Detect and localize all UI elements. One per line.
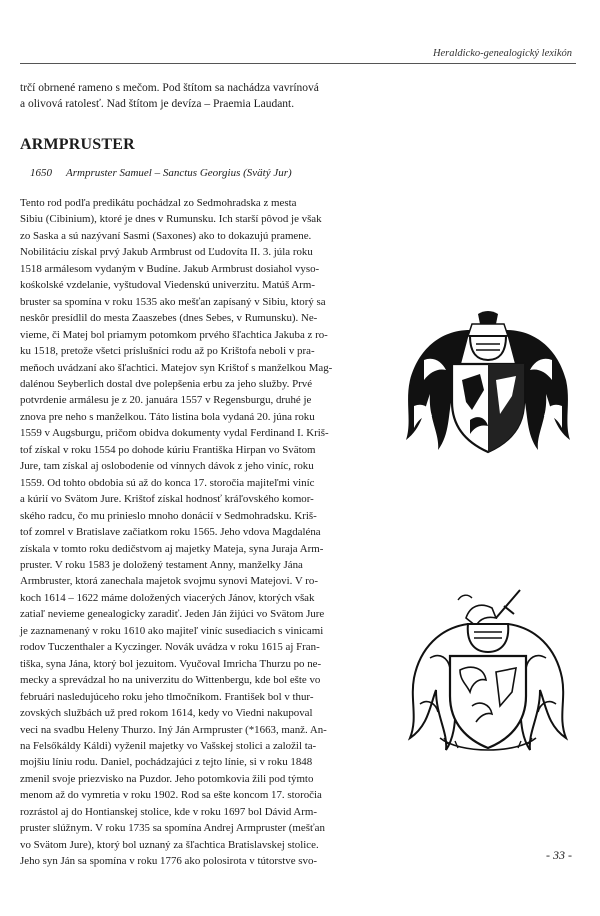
body-line: mecky a sprevádzal ho na univerzitu do Wittenbergu, kde bol ešte vo	[20, 674, 321, 687]
body-line: 1559. Od tohto obdobia sú až do konca 17. storočia majiteľmi viníc	[20, 476, 315, 489]
body-line: Sibiu (Cibinium), ktoré je dnes v Rumunsku. Ich starší pôvod je však	[20, 213, 322, 226]
body-line: zo Saska a sú nazývaní Sasmi (Saxones) ako to dokazujú pramene.	[20, 229, 312, 242]
body-line: 1518 armálesom vydaným v Budíne. Jakub Armbrust dosiahol vyso-	[20, 262, 320, 275]
intro-paragraph	[20, 80, 380, 113]
body-line: rozrástol aj do Hontianskej stolice, kde v roku 1697 bol Dávid Arm-	[20, 805, 318, 818]
body-line: znova pre neho s manželkou. Táto listina bola vydaná 20. júna roku	[20, 410, 315, 423]
body-line: kośkolské vzdelanie, vyštudoval Viedenskú univerzitu. Matúš Arm-	[20, 279, 315, 292]
body-line: mojšiu líniu rodu. Daniel, pochádzajúci z tejto línie, si v roku 1848	[20, 756, 313, 769]
body-line: menom až do vymretia v roku 1902. Rod sa ešte koncom 17. storočia	[20, 789, 322, 802]
entry-body	[20, 195, 380, 870]
body-line: potvrdenie armálesu je z 20. januára 1557 v Regensburgu, druhé je	[20, 394, 312, 407]
body-line: Nobilitáciu získal prvý Jakub Armbrust od Ľudovíta II. 3. júla roku	[20, 246, 313, 259]
body-line: a kúrií vo Svätom Jure. Krištof získal hodnosť kráľovského komor-	[20, 493, 314, 506]
body-line: Armbruster, ktorá zanechala majetok svojmu synovi Matejovi. V ro-	[20, 575, 318, 588]
body-line: pruster slúžnym. V roku 1735 sa spomína Andrej Armpruster (mešťan	[20, 822, 325, 835]
body-line: zovských službách už pred rokom 1614, kedy vo Viedni nakupoval	[20, 707, 313, 720]
body-line: vieme, či Matej bol priamym potomkom prvého šľachtica Jakuba z ro-	[20, 328, 328, 341]
body-line: februári nasledujúceho roku jeho tlmočníkom. František bol v thur-	[20, 690, 314, 703]
coat-of-arms-1	[400, 310, 576, 460]
entry-subtitle	[30, 167, 292, 179]
body-line: ku 1518, pretože všetci príslušníci rodu až po Krištofa neboli v pra-	[20, 345, 315, 358]
body-line: zmenil svoje priezvisko na Puzdor. Jeho potomkovia žili pod týmto	[20, 772, 314, 785]
body-line: dalénou Seyberlich dostal dve polepšenia erbu za jeho služby. Prvé	[20, 377, 313, 390]
body-line: koch 1614 – 1622 máme doložených viacerých Jánov, ktorých však	[20, 591, 315, 604]
body-line: bruster sa spomína v roku 1535 ako mešťan zapísaný v Sibiu, ktorý sa	[20, 295, 326, 308]
entry-title: ARMPRUSTER	[20, 136, 135, 153]
body-line: Jeho syn Ján sa spomína v roku 1776 ako polosirota v tútorstve svo-	[20, 855, 318, 868]
body-line: je zaznamenaný v roku 1610 ako majiteľ viníc susediacich s vinicami	[20, 624, 324, 637]
body-line: meňoch uvádzaní ako šľachtici. Matejov syn Krištof s manželkou Mag-	[20, 361, 333, 374]
page-number: - 33 -	[546, 848, 572, 862]
body-line: pruster. V roku 1583 je doložený testament Anny, manželky Jána	[20, 558, 303, 571]
body-line: tof získal v roku 1554 po dohode kúriu Františka Hirpan vo Svätom	[20, 443, 316, 456]
body-line: získala v tomto roku dedičstvom aj majetky Mateja, syna Juraja Arm-	[20, 542, 324, 555]
intro-line: a olivová ratolesť. Nad štítom je devíza – Praemia Laudant.	[20, 98, 295, 111]
entry-year: 1650	[30, 167, 52, 179]
body-line: Jure, tam získal aj oslobodenie od vínnych dávok z jeho viníc, roku	[20, 460, 314, 473]
intro-line: trčí obrnené rameno s mečom. Pod štítom sa nachádza vavrínová	[20, 82, 319, 94]
body-line: veci na svadbu Heleny Thurzo. Iný Ján Armpruster (*1663, manž. An-	[20, 723, 327, 736]
body-line: tiška, syna Jána, ktorý bol jezuitom. Vyučoval Imricha Thurzu po ne-	[20, 657, 322, 670]
body-line: 1559 v Augsburgu, pričom obidva dokumenty vydal Ferdinand I. Kriš-	[20, 427, 329, 440]
body-line: ského radcu, čo mu prinieslo mnoho donácií v Sedmohradsku. Kriš-	[20, 509, 317, 522]
body-line: rodov Tuczenthaler a Kyczinger. Novák uvádza v roku 1615 aj Fran-	[20, 641, 320, 654]
body-line: tof zomrel v Bratislave začiatkom roku 1565. Jeho vdova Magdaléna	[20, 526, 321, 539]
entry-subtitle-text: Armpruster Samuel – Sanctus Georgius (Svätý Jur)	[66, 167, 292, 179]
coat-of-arms-2	[400, 588, 576, 758]
body-line: Tento rod podľa predikátu pochádzal zo Sedmohradska z mesta	[20, 197, 297, 209]
header-rule	[20, 63, 576, 64]
body-line: vo Svätom Jure), ktorý bol uznaný za šľachtica Bratislavskej stolice.	[20, 838, 319, 851]
body-line: na Felsőkáldy Káldi) vyženil majetky vo Vašskej stolici a založil ta-	[20, 739, 317, 752]
body-line: zatiaľ nevieme genealogicky zaradiť. Jeden Ján žijúci vo Svätom Jure	[20, 608, 325, 621]
body-line: neskôr presídlil do mesta Zaaszebes (dnes Sebes, v Rumunsku). Ne-	[20, 312, 318, 325]
running-header: Heraldicko-genealogický lexikón	[432, 48, 572, 59]
